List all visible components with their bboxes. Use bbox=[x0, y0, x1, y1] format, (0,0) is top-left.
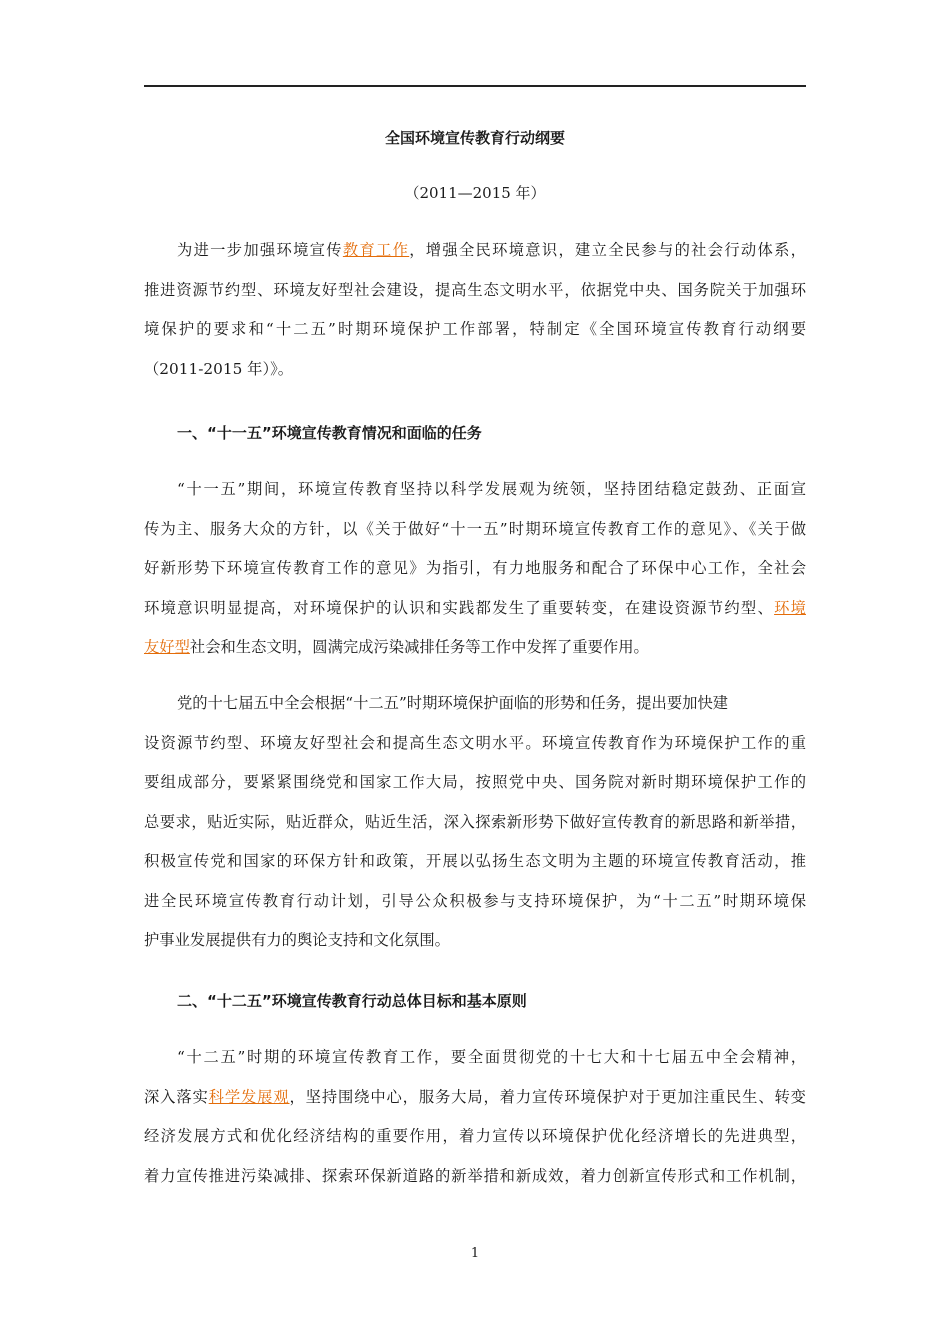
text-line: 党的十七届五中全会根据“十二五”时期环境保护面临的形势和任务，提出要加快建 bbox=[177, 694, 729, 712]
text-line: 推进资源节约型、环境友好型社会建设，提高生态文明水平，依据党中央、国务院关于加强环 bbox=[144, 280, 806, 299]
text-line: 经济发展方式和优化经济结构的重要作用，着力宣传以环境保护优化经济增长的先进典型， bbox=[144, 1127, 806, 1145]
text-line: 进全民环境宣传教育行动计划，引导公众积极参与支持环境保护，为“十二五”时期环境保 bbox=[144, 891, 806, 910]
text-line: 深入落实科学发展观，坚持围绕中心，服务大局，着力宣传环境保护对于更加注重民生、转变 bbox=[144, 1087, 806, 1106]
text-line: 境保护的要求和“十二五”时期环境保护工作部署，特制定《全国环境宣传教育行动纲要 bbox=[144, 320, 806, 338]
section-heading-1: 一、“十一五”环境宣传教育情况和面临的任务 bbox=[177, 424, 482, 442]
text-line: 着力宣传推进污染减排、探索环保新道路的新举措和新成效，着力创新宣传形式和工作机制， bbox=[144, 1166, 806, 1185]
section-heading-2: 二、“十二五”环境宣传教育行动总体目标和基本原则 bbox=[177, 992, 527, 1010]
text-line: 好新形势下环境宣传教育工作的意见》为指引，有力地服务和配合了环保中心工作，全社会 bbox=[144, 559, 806, 577]
document-title: 全国环境宣传教育行动纲要 bbox=[384, 129, 565, 147]
link-scientific-development[interactable]: 科学发展观 bbox=[208, 1087, 290, 1106]
text-line: 设资源节约型、环境友好型社会和提高生态文明水平。环境宣传教育作为环境保护工作的重 bbox=[144, 733, 806, 752]
text-line: 护事业发展提供有力的舆论支持和文化氛围。 bbox=[144, 931, 450, 949]
text-line: 环境意识明显提高，对环境保护的认识和实践都发生了重要转变，在建设资源节约型、环境 bbox=[144, 598, 806, 617]
page-number: 1 bbox=[470, 1246, 480, 1261]
section1-paragraph-1 bbox=[144, 470, 806, 668]
link-environment-friendly-1[interactable]: 环境 bbox=[774, 598, 806, 617]
text-line: 积极宣传党和国家的环保方针和政策，开展以弘扬生态文明为主题的环境宣传教育活动，推 bbox=[144, 852, 806, 870]
intro-paragraph bbox=[144, 231, 806, 389]
text-line: （2011-2015 年）》。 bbox=[144, 359, 294, 378]
document-subtitle: （2011—2015 年） bbox=[404, 184, 546, 202]
header-rule bbox=[144, 85, 806, 87]
section2-paragraph-1 bbox=[144, 1038, 806, 1196]
text-line: 总要求，贴近实际，贴近群众，贴近生活，深入探索新形势下做好宣传教育的新思路和新举措， bbox=[144, 812, 806, 831]
text-line: 为进一步加强环境宣传教育工作，增强全民环境意识，建立全民参与的社会行动体系， bbox=[177, 241, 806, 259]
section1-paragraph-2 bbox=[144, 684, 806, 961]
text-line: 传为主、服务大众的方针，以《关于做好“十一五”时期环境宣传教育工作的意见》、《关于做 bbox=[144, 519, 806, 538]
text-line: “十二五”时期的环境宣传教育工作，要全面贯彻党的十七大和十七届五中全会精神， bbox=[177, 1048, 806, 1066]
text-line: 要组成部分，要紧紧围绕党和国家工作大局，按照党中央、国务院对新时期环境保护工作的 bbox=[144, 773, 806, 791]
text-line: 友好型社会和生态文明，圆满完成污染减排任务等工作中发挥了重要作用。 bbox=[144, 638, 649, 656]
link-environment-friendly-2[interactable]: 友好型 bbox=[144, 638, 190, 656]
link-education-work[interactable]: 教育工作 bbox=[342, 241, 410, 259]
text-line: “十一五”期间，环境宣传教育坚持以科学发展观为统领，坚持团结稳定鼓劲、正面宣 bbox=[177, 480, 806, 498]
